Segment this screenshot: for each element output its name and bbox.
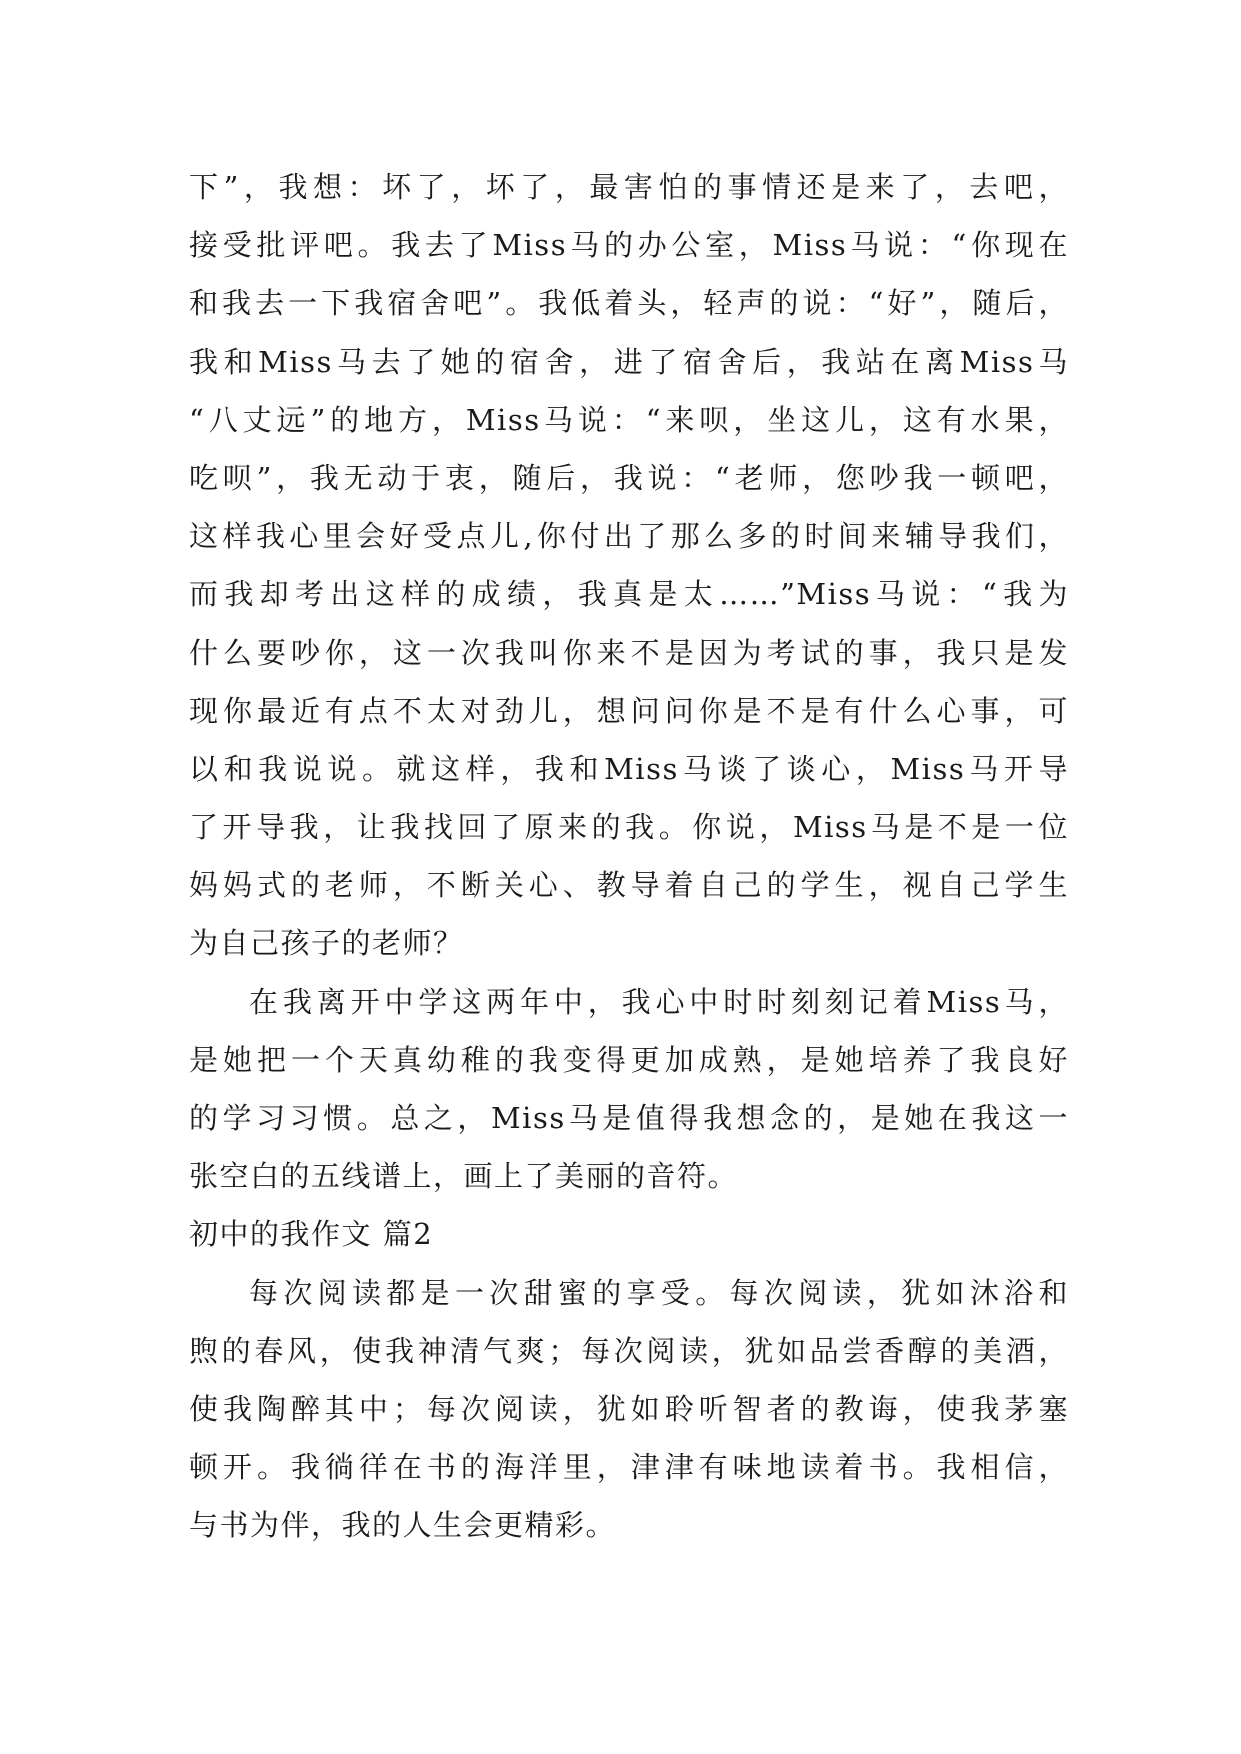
text-line: 什么要吵你，这一次我叫你来不是因为考试的事，我只是发 [189,635,1069,670]
text-line: 妈妈式的老师，不断关心、教导着自己的学生，视自己学生 [189,868,1069,903]
text-line: 每次阅读都是一次甜蜜的享受。每次阅读，犹如沐浴和 [249,1275,1069,1310]
text-line: “八丈远”的地方，Miss马说：“来呗，坐这儿，这有水果， [189,402,1069,437]
paragraph-2 [189,973,1069,1206]
text-line: 煦的春风，使我神清气爽；每次阅读，犹如品尝香醇的美酒， [189,1333,1069,1368]
paragraph-3 [189,1264,1069,1555]
section-heading: 初中的我作文 篇2 [189,1217,434,1252]
text-line: 我和Miss马去了她的宿舍，进了宿舍后，我站在离Miss马 [189,344,1069,379]
text-line: 在我离开中学这两年中，我心中时时刻刻记着Miss马， [249,984,1069,1019]
text-line: 以和我说说。就这样，我和Miss马谈了谈心，Miss马开导 [189,751,1069,786]
text-line: 使我陶醉其中；每次阅读，犹如聆听智者的教诲，使我茅塞 [189,1391,1069,1426]
text-line: 顿开。我徜徉在书的海洋里，津津有味地读着书。我相信， [189,1450,1069,1485]
text-line: 的学习习惯。总之，Miss马是值得我想念的，是她在我这一 [189,1101,1069,1135]
text-line: 和我去一下我宿舍吧”。我低着头，轻声的说：“好”，随后， [189,286,1069,321]
text-line: 是她把一个天真幼稚的我变得更加成熟，是她培养了我良好 [189,1042,1069,1077]
text-line: 而我却考出这样的成绩，我真是太……”Miss马说：“我为 [189,577,1069,612]
paragraph-1 [189,158,1069,973]
text-line: 接受批评吧。我去了Miss马的办公室，Miss马说：“你现在 [189,228,1069,263]
text-line: 张空白的五线谱上，画上了美丽的音符。 [189,1159,739,1194]
text-line: 吃呗”，我无动于衷，随后，我说：“老师，您吵我一顿吧， [189,460,1069,495]
text-line: 为自己孩子的老师？ [189,926,464,961]
text-line: 这样我心里会好受点儿,你付出了那么多的时间来辅导我们， [189,519,1069,554]
text-line: 现你最近有点不太对劲儿，想问问你是不是有什么心事，可 [189,693,1069,728]
text-line: 了开导我，让我找回了原来的我。你说，Miss马是不是一位 [189,810,1069,845]
text-line: 下”，我想：坏了，坏了，最害怕的事情还是来了，去吧， [189,170,1069,204]
text-line: 与书为伴，我的人生会更精彩。 [189,1508,617,1543]
document-body [189,158,1069,1555]
